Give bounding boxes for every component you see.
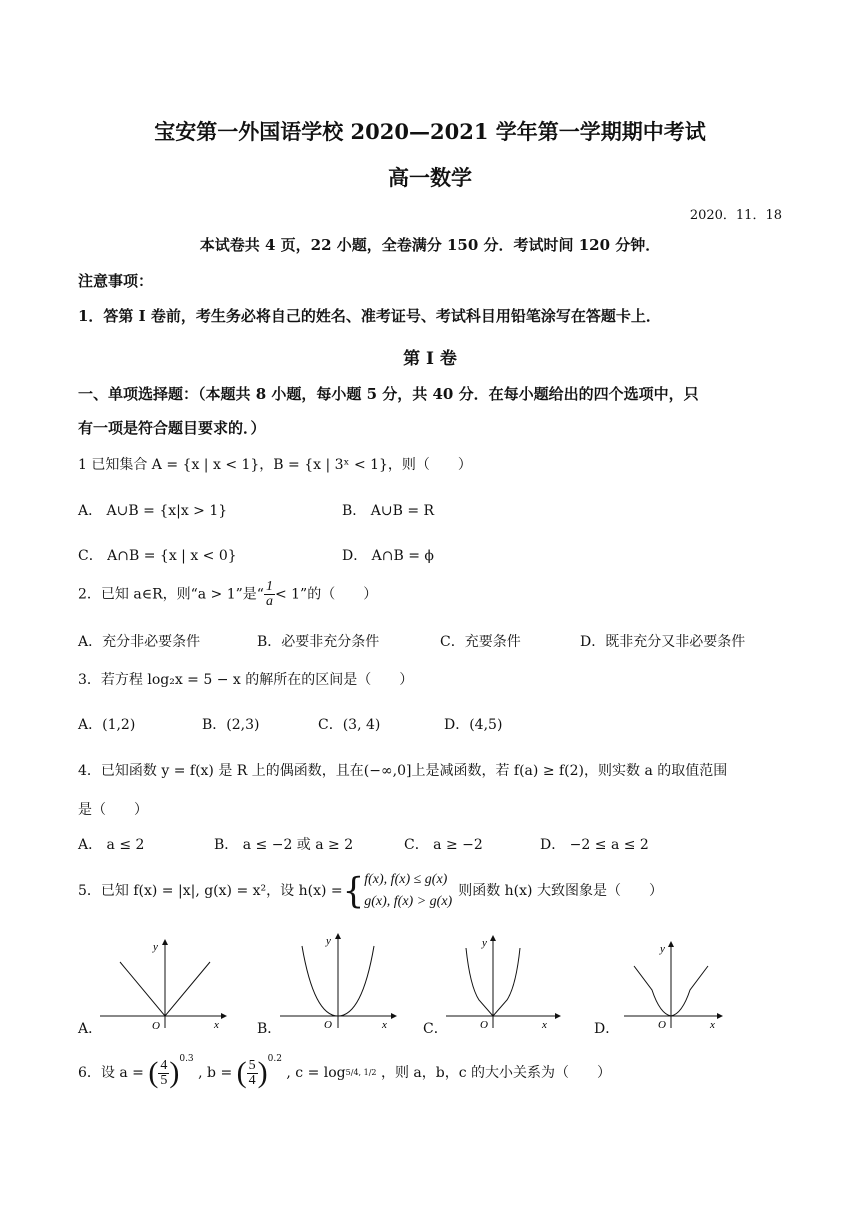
q6-b-exp: 0.2 [267,1054,282,1064]
q6-stem-pre: 6．设 a = [78,1065,144,1081]
q5-stem-pre: 5．已知 f(x) = |x|, g(x) = x²，设 h(x) = [78,883,343,899]
exam-title: 宝安第一外国语学校 2020—2021 学年第一学期期中考试 [154,119,706,144]
q5-graph-c [446,934,564,1030]
q5-graph-b [280,932,400,1030]
q3-option-c: C．(3, 4) [318,717,381,733]
q5-option-c-label: C． [423,1021,448,1037]
q6-b-fraction [247,1059,258,1088]
q6-a-fraction [158,1059,169,1088]
y-label: y [660,943,665,955]
part1-instructions-line2: 有一项是符合题目要求的．） [78,419,266,437]
q5-case-2: g(x), f(x) > g(x) [364,894,453,909]
q6-a-num: 4 [160,1057,168,1073]
q5-piecewise-brace: { [342,870,365,912]
x-label: x [214,1019,219,1030]
q4-option-a: A． a ≤ 2 [78,837,145,853]
exam-intro: 本试卷共 4 页，22 小题，全卷满分 150 分．考试时间 120 分钟． [199,236,661,254]
q5-option-a-label: A． [78,1021,103,1037]
q5-stem [78,866,663,916]
q4-stem-line1: 4．已知函数 y = f(x) 是 R 上的偶函数，且在(−∞,0]上是减函数，若 f(a) ≥ f(2)，则实数 a 的取值范围 [78,763,728,779]
exam-date: 2020．11．18 [689,208,782,223]
q1-option-c: C． A∩B = {x | x < 0} [78,548,237,564]
q5-graph-a [100,938,230,1030]
notes-item-1: 1．答第 I 卷前，考生务必将自己的姓名、准考证号、考试科目用铅笔涂写在答题卡上． [78,307,661,325]
q2-option-b: B．必要非充分条件 [257,634,380,650]
q4-stem-line2: 是（ ） [78,802,148,818]
origin-label: O [658,1019,666,1030]
origin-label: O [324,1019,332,1030]
q4-option-b: B． a ≤ −2 或 a ≥ 2 [214,837,354,853]
q6-a-den: 5 [160,1072,168,1088]
q5-graph-d [622,940,726,1030]
q6-a-paren-close: ) [169,1056,180,1089]
q1-option-b: B． A∪B = R [342,503,435,519]
origin-label: O [480,1019,488,1030]
q4-option-d: D． −2 ≤ a ≤ 2 [540,837,649,853]
q5-option-d-label: D． [594,1021,620,1037]
q1-option-d: D． A∩B = ϕ [342,548,434,564]
q6-b-den: 4 [248,1072,256,1088]
q6-b-label: , b = [198,1065,233,1081]
q1-option-a: A． A∪B = {x|x > 1} [78,503,228,519]
y-label: y [326,935,331,947]
q2-fraction-num: 1 [265,579,273,594]
q5-stem-post: 则函数 h(x) 大致图象是（ ） [458,883,663,899]
q3-option-a: A．(1,2) [78,717,136,733]
q6-a-exp: 0.3 [179,1054,194,1064]
exam-subtitle: 高一数学 [388,165,472,190]
q3-stem: 3．若方程 log₂x = 5 − x 的解所在的区间是（ ） [78,672,414,688]
q2-option-a: A．充分非必要条件 [78,634,201,650]
q4-option-c: C． a ≥ −2 [404,837,483,853]
q2-option-c: C．充要条件 [440,634,521,650]
q5-option-b-label: B． [257,1021,282,1037]
q2-option-d: D．既非充分又非必要条件 [580,634,746,650]
q6-b-num: 5 [248,1057,256,1073]
x-label: x [542,1019,547,1030]
q2-stem [78,580,377,609]
x-label: x [710,1019,715,1030]
q6-stem [78,1050,611,1096]
q6-c-sub: 5/4, 1/2 [345,1068,377,1077]
y-label: y [153,941,158,953]
q2-fraction-den: a [265,594,273,609]
q2-fraction [264,580,275,609]
q6-a-paren-open: ( [148,1056,159,1089]
origin-label: O [152,1020,160,1030]
q6-c-label: , c = log [286,1065,346,1081]
notes-heading: 注意事项： [78,272,154,290]
part1-instructions-line1: 一、单项选择题：（本题共 8 小题，每小题 5 分，共 40 分．在每小题给出的四个选项中，只 [78,385,699,403]
q2-stem-post: < 1”的（ ） [274,586,378,603]
q5-case-1: f(x), f(x) ≤ g(x) [364,872,448,887]
section-title: 第 I 卷 [403,349,457,369]
q1-stem: 1 已知集合 A = {x | x < 1}，B = {x | 3ˣ < 1}，则（ ） [78,457,472,473]
q2-stem-pre: 2．已知 a∈R，则“a > 1”是“ [78,586,264,603]
q6-b-paren-close: ) [257,1056,268,1089]
q6-b-paren-open: ( [236,1056,247,1089]
q5-piecewise-cases [364,869,452,913]
y-label: y [482,937,487,949]
q3-option-b: B．(2,3) [202,717,260,733]
q6-stem-post: ，则 a，b，c 的大小关系为（ ） [380,1065,612,1081]
q3-option-d: D．(4,5) [444,717,503,733]
x-label: x [382,1019,387,1030]
